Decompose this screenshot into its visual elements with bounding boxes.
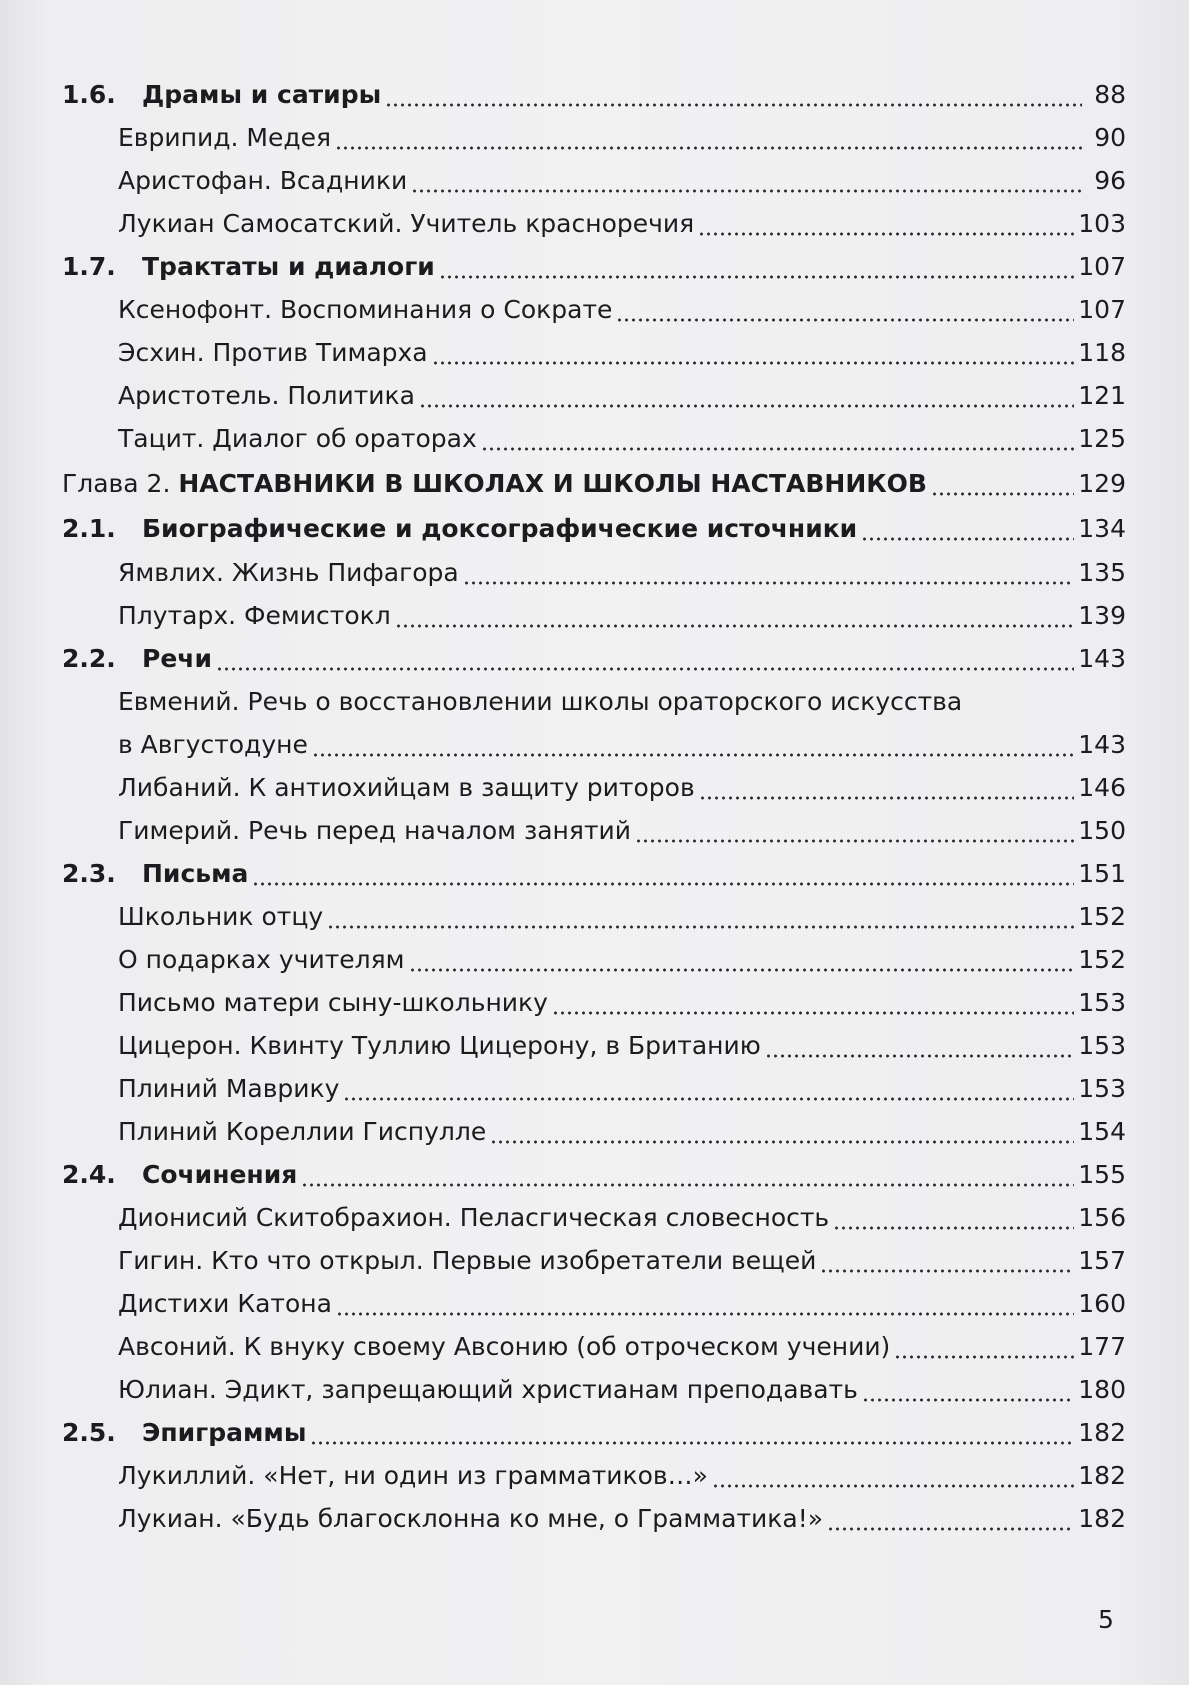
toc-entry-title: Эпиграммы — [142, 1418, 307, 1447]
toc-entry — [62, 1322, 1126, 1362]
toc-section-number: 2.4. — [62, 1160, 116, 1189]
toc-page-number: 88 — [1094, 80, 1126, 109]
toc-page-number: 107 — [1078, 252, 1126, 281]
toc-page-number: 180 — [1078, 1375, 1126, 1404]
toc-section-number: 2.1. — [62, 514, 116, 543]
toc-entry-title: Либаний. К антиохийцам в защиту риторов — [118, 773, 695, 802]
dot-leader — [820, 1246, 1074, 1276]
dot-leader — [552, 988, 1074, 1018]
toc-page-number: 118 — [1078, 338, 1126, 367]
toc-entry — [62, 113, 1126, 153]
toc-page-number: 143 — [1078, 644, 1126, 673]
toc-page-number: 90 — [1094, 123, 1126, 152]
toc-page-number: 154 — [1078, 1117, 1126, 1146]
toc-entry-title: в Августодуне — [118, 730, 308, 759]
toc-section-entry — [62, 70, 1126, 110]
dot-leader — [327, 902, 1074, 932]
toc-entry — [62, 1236, 1126, 1276]
toc-chapter-entry — [62, 459, 1126, 499]
toc-entry — [62, 156, 1126, 196]
toc-page-number: 96 — [1094, 166, 1126, 195]
toc-entry — [62, 720, 1126, 760]
toc-entry — [62, 591, 1126, 631]
toc-page-number: 125 — [1078, 424, 1126, 453]
dot-leader — [861, 514, 1074, 544]
dot-leader — [765, 1031, 1074, 1061]
toc-entry-title: Гимерий. Речь перед началом занятий — [118, 816, 632, 845]
toc-entry-title: Гигин. Кто что открыл. Первые изобретатели вещей — [118, 1246, 817, 1275]
toc-section-entry — [62, 504, 1126, 544]
toc-entry-title: Юлиан. Эдикт, запрещающий христианам преподавать — [118, 1375, 858, 1404]
page-number: 5 — [1098, 1605, 1114, 1634]
toc-entry — [62, 978, 1126, 1018]
toc-entry-title: Плиний Кореллии Гиспулле — [118, 1117, 487, 1146]
dot-leader — [216, 644, 1074, 674]
toc-page-number: 107 — [1078, 295, 1126, 324]
toc-entry-title: О подарках учителям — [118, 945, 405, 974]
dot-leader — [712, 1461, 1074, 1491]
toc-page-number: 153 — [1078, 1074, 1126, 1103]
toc-section-number: 2.3. — [62, 859, 116, 888]
dot-leader — [635, 816, 1074, 846]
toc-entry-title: Эсхин. Против Тимарха — [118, 338, 428, 367]
toc-page-number: 152 — [1078, 902, 1126, 931]
toc-entry — [62, 1494, 1126, 1534]
toc-entry-title: Речи — [142, 644, 212, 673]
dot-leader — [439, 252, 1074, 282]
toc-section-entry — [62, 242, 1126, 282]
toc-page-number: 139 — [1078, 601, 1126, 630]
dot-leader — [699, 773, 1075, 803]
toc-entry-title: Евмений. Речь о восстановлении школы ораторского искусства — [118, 687, 963, 716]
toc-page-number: 160 — [1078, 1289, 1126, 1318]
toc-entry — [62, 1107, 1126, 1147]
toc-page-number: 153 — [1078, 1031, 1126, 1060]
toc-entry-title: Тацит. Диалог об ораторах — [118, 424, 477, 453]
toc-entry-title: Дистихи Катона — [118, 1289, 332, 1318]
toc-entry-title: Письмо матери сыну-школьнику — [118, 988, 548, 1017]
toc-chapter-prefix: Глава 2. — [62, 469, 179, 498]
toc-section-entry — [62, 1408, 1126, 1448]
toc-entry-title: Биографические и доксографические источники — [142, 514, 858, 543]
toc-page-number: 182 — [1078, 1504, 1126, 1533]
toc-entry — [62, 414, 1126, 454]
toc-page-number: 156 — [1078, 1203, 1126, 1232]
toc-section-entry — [62, 849, 1126, 889]
toc-page-number: 129 — [1078, 469, 1126, 498]
toc-section-number: 2.5. — [62, 1418, 116, 1447]
toc-page-number: 143 — [1078, 730, 1126, 759]
toc-entry-title: Плутарх. Фемистокл — [118, 601, 391, 630]
toc-entry — [62, 892, 1126, 932]
dot-leader — [463, 558, 1075, 588]
toc-entry — [62, 1451, 1126, 1491]
toc-entry-title: Аристофан. Всадники — [118, 166, 408, 195]
toc-entry-title: Еврипид. Медея — [118, 123, 332, 152]
dot-leader — [409, 945, 1075, 975]
toc-entry-title: Дионисий Скитобрахион. Пеласгическая словесность — [118, 1203, 830, 1232]
toc-entry — [62, 328, 1126, 368]
toc-entry-title: Письма — [142, 859, 249, 888]
toc-entry-title: Лукиллий. «Нет, ни один из грамматиков…» — [118, 1461, 708, 1490]
toc-section-number: 1.6. — [62, 80, 116, 109]
toc-entry — [62, 1064, 1126, 1104]
toc-page-number: 152 — [1078, 945, 1126, 974]
dot-leader — [931, 469, 1074, 499]
toc-page-number: 150 — [1078, 816, 1126, 845]
toc-entry-title: Трактаты и диалоги — [142, 252, 435, 281]
toc-entry-title: Лукиан. «Будь благосклонна ко мне, о Грамматика!» — [118, 1504, 824, 1533]
toc-entry-title: Плиний Маврику — [118, 1074, 340, 1103]
dot-leader — [385, 80, 1082, 110]
toc-page-number: 157 — [1078, 1246, 1126, 1275]
toc-entry — [62, 285, 1126, 325]
toc-page-number: 146 — [1078, 773, 1126, 802]
toc-page-number: 103 — [1078, 209, 1126, 238]
toc-page-number: 121 — [1078, 381, 1126, 410]
dot-leader — [419, 381, 1074, 411]
dot-leader — [481, 424, 1075, 454]
toc-page-number: 182 — [1078, 1418, 1126, 1447]
toc-entry — [62, 677, 1126, 717]
toc-entry-title: Сочинения — [142, 1160, 298, 1189]
toc-section-entry — [62, 634, 1126, 674]
toc-entry-title: Школьник отцу — [118, 902, 324, 931]
toc-page-number: 182 — [1078, 1461, 1126, 1490]
toc-entry — [62, 935, 1126, 975]
toc-chapter-title: НАСТАВНИКИ В ШКОЛАХ И ШКОЛЫ НАСТАВНИКОВ — [178, 469, 927, 498]
toc-page-number: 135 — [1078, 558, 1126, 587]
toc-page-number: 153 — [1078, 988, 1126, 1017]
toc-entry-title — [62, 469, 927, 499]
toc-entry — [62, 763, 1126, 803]
dot-leader — [252, 859, 1074, 889]
toc-entry-title: Лукиан Самосатский. Учитель красноречия — [118, 209, 695, 238]
toc-section-entry — [62, 1150, 1126, 1190]
dot-leader — [312, 730, 1074, 760]
dot-leader — [432, 338, 1075, 368]
dot-leader — [336, 1289, 1074, 1319]
toc-entry — [62, 1279, 1126, 1319]
dot-leader — [616, 295, 1074, 325]
toc-page-number: 151 — [1078, 859, 1126, 888]
dot-leader — [411, 166, 1082, 196]
dot-leader — [833, 1203, 1074, 1233]
dot-leader — [862, 1375, 1074, 1405]
toc-page-number: 155 — [1078, 1160, 1126, 1189]
toc-entry-title: Ксенофонт. Воспоминания о Сократе — [118, 295, 613, 324]
toc-entry-title: Цицерон. Квинту Туллию Цицерону, в Британию — [118, 1031, 761, 1060]
toc-entry — [62, 806, 1126, 846]
dot-leader — [827, 1504, 1074, 1534]
dot-leader — [395, 601, 1075, 631]
toc-page-number: 134 — [1078, 514, 1126, 543]
toc-entry-title: Драмы и сатиры — [142, 80, 382, 109]
dot-leader — [335, 123, 1082, 153]
toc-entry-title: Аристотель. Политика — [118, 381, 415, 410]
dot-leader — [301, 1160, 1074, 1190]
toc-entry — [62, 1021, 1126, 1061]
toc-section-number: 2.2. — [62, 644, 116, 673]
toc-entry — [62, 548, 1126, 588]
toc-entry — [62, 1193, 1126, 1233]
dot-leader — [894, 1332, 1074, 1362]
toc-entry — [62, 371, 1126, 411]
dot-leader — [490, 1117, 1074, 1147]
dot-leader — [343, 1074, 1074, 1104]
toc-entry — [62, 1365, 1126, 1405]
toc-entry — [62, 199, 1126, 239]
toc-entry-title: Авсоний. К внуку своему Авсонию (об отроческом учении) — [118, 1332, 891, 1361]
toc-page-number: 177 — [1078, 1332, 1126, 1361]
dot-leader — [310, 1418, 1074, 1448]
toc-section-number: 1.7. — [62, 252, 116, 281]
toc-entry-title: Ямвлих. Жизнь Пифагора — [118, 558, 459, 587]
dot-leader — [698, 209, 1074, 239]
